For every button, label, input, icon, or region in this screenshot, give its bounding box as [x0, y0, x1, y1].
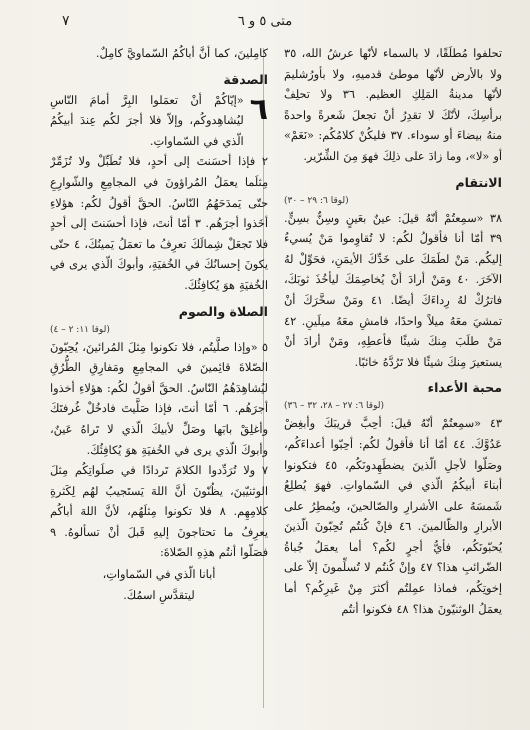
paragraph: ٥ «وإذا صلَّيتُم، فلا تكونوا مِثلَ المُرائينَ، يُحِبّونَ الصّلاةَ قائِمينَ في المجامِعِ ومَفارِقِ الطُّرُقِ ليُشاهِدَهُمُ النّاسُ. الحقَّ أقولُ لكُم: هؤلاءِ أخذوا أجرَهُم. ٦ أمّا أنتَ، فإذا صَلَّيتَ فادخُلْ غُرفتَكَ وأغلِقْ بابَها وصَلِّ لأبيكَ الّذي لا تَراهُ عَينٌ، وأبوكَ الّذي يرى في الخُفيَةِ هوَ يُكافِئُكَ. — [50, 340, 268, 457]
prayer-verse-line: أبانا الّذي في السّماواتِ، — [102, 568, 216, 582]
section-heading: الصدقة — [223, 71, 268, 87]
paragraph: ٧ ولا تُرَدِّدوا الكلامَ تَردادًا في صلَواتِكُم مِثلَ الوثنيّينَ، يظُنّونَ أنَّ اللهَ يَستَجيبُ لهُم لِكَثرةِ كلامِهِم. ٨ فلا تكونوا مِثلَهُم، لأنَّ اللهَ أباكُم يعرِفُ ما تحتاجونَ إليهِ قَبلَ أنْ تسألوهُ. ٩ فصَلّوا أنتُم هذِهِ الصّلاةَ: — [50, 464, 268, 560]
cross-reference: (لوقا ١١: ٢ – ٤) — [50, 324, 110, 335]
running-head: متى ٥ و ٦ — [237, 14, 293, 29]
paragraph: «إيّاكُمْ أنْ تعمَلوا البِرَّ أمامَ النّاسِ ليُشاهِدوكُم، وإلاّ فلا أجرَ لكُم عِندَ أبيكُمُ الّذي في السّماواتِ. — [50, 93, 244, 148]
paragraph: ٤٣ «سمِعتُمْ أنّهُ قيلَ: أحِبَّ قريبَكَ وأبغِضْ عَدُوَّكَ. ٤٤ أمّا أنا فأقولُ لكُم: أحِبّوا أعداءَكُم، وصَلّوا لأجلِ الّذينَ يضطَهِدونَكُم، ٤٥ فتكونوا أبناءَ أبيكُمُ الّذي في السّماواتِ. فهوَ يُطلِعُ شَمسَهُ على الأشرارِ والصّالحينَ، ويُمطِرُ على الأبرارِ والظّالمينَ. ٤٦ فإنْ كُنتُم تُحِبّونَ الّذينَ يُحبّونَكُم، فأيُّ أجرٍ لكُم؟ أما يعمَلُ جُباةُ الضّرائبِ هذا؟ ٤٧ وإنْ كُنتُم لا تُسلِّمونَ إلاّ على إخوتِكُم، فماذا عمِلتُم أكثرَ مِنْ غَيرِكُم؟ أما يعمَلُ الوثنيّونَ هذا؟ ٤٨ فكونوا أنتُم — [284, 417, 502, 616]
page-header — [0, 14, 530, 38]
left-column — [50, 44, 268, 720]
section-heading: الصلاة والصوم — [178, 303, 268, 319]
chapter-lead — [50, 91, 268, 153]
paragraph: كامِلينَ، كما أنَّ أباكُمُ السّماويَّ كامِلٌ. — [95, 47, 268, 60]
text-columns — [50, 44, 502, 720]
section-heading: محبة الأعداء — [427, 380, 502, 396]
paragraph: ٣٨ «سمِعتُمْ أنّهُ قيلَ: عينٌ بعَينٍ وسِنٌّ بسِنٍّ. ٣٩ أمّا أنا فأقولُ لكُم: لا تُقاوِموا مَنْ يُسيءُ إليكُم. مَنْ لطَمَكَ على خَدِّكَ الأيمَنِ، فحَوِّلْ لهُ الآخَرَ. ٤٠ ومَنْ أرادَ أنْ يُخاصِمَكَ ليأخُذَ ثوبَكَ، فاترُكْ لهُ رِداءَكَ أيضًا. ٤١ ومَنْ سخَّرَكَ أنْ تمشيَ معَهُ ميلاً واحدًا، فامشِ معَهُ ميلَينِ. ٤٢ مَنْ طلَبَ مِنكَ شيئًا فأعطِهِ، ومَنْ أرادَ أنْ يستعيرَ مِنكَ شيئًا فلا تَرُدَّهُ خائبًا. — [284, 211, 502, 369]
cross-reference: (لوقا ٦: ٢٩ – ٣٠) — [284, 195, 349, 206]
section-heading: الانتقام — [455, 174, 502, 190]
paragraph: تحلفوا مُطلَقًا، لا بالسماء لأنّها عرشُ الله، ٣٥ ولا بالأرض لأنّها موطئ قدميهِ، ولا بأورُشليمَ لأنّها مدينةُ المَلِكِ العظيم. ٣٦ ولا تحلِفْ برأسِكَ، لأنّكَ لا تقدِرُ أنْ تجعلَ شَعرةً واحدةً منهُ بيضاءَ أو سوداء. ٣٧ فليكُنْ كلامُكُم: «نَعَمْ» أو «لا»، وما زادَ على ذلِكَ فهوَ مِنَ الشِّرّير. — [284, 47, 502, 163]
cross-reference: (لوقا ٦: ٢٧ – ٢٨، ٣٢ – ٣٦) — [284, 401, 384, 412]
page-number: ٧ — [62, 13, 70, 29]
chapter-number: ٦ — [249, 91, 268, 127]
right-column — [284, 44, 502, 720]
paragraph: ٢ فإذا أحسَنتَ إلى أحدٍ، فلا تُطَبِّلْ ولا تُزَمِّرْ مِثلَما يعمَلُ المُراؤونَ في المجامِعِ والشّوارِعِ حتّى يَمدَحَهُمُ النّاسُ. الحقَّ أقولُ لكُم: هؤلاءِ أخَذوا أجرَهُم. ٣ أمّا أنتَ، فإذا أحسَنتَ إلى أحدٍ فلا تَجعَلْ شِمالَكَ تعرِفُ ما تعمَلُ يَمينُكَ، ٤ حتّى يكونَ إحسانُكَ في الخُفيَةِ، وأبوكَ الّذي يرى في الخُفيَةِ هوَ يُكافِئُكَ. — [50, 155, 268, 292]
prayer-verse-line: ليتقدَّسِ اسمُكَ. — [123, 589, 195, 603]
